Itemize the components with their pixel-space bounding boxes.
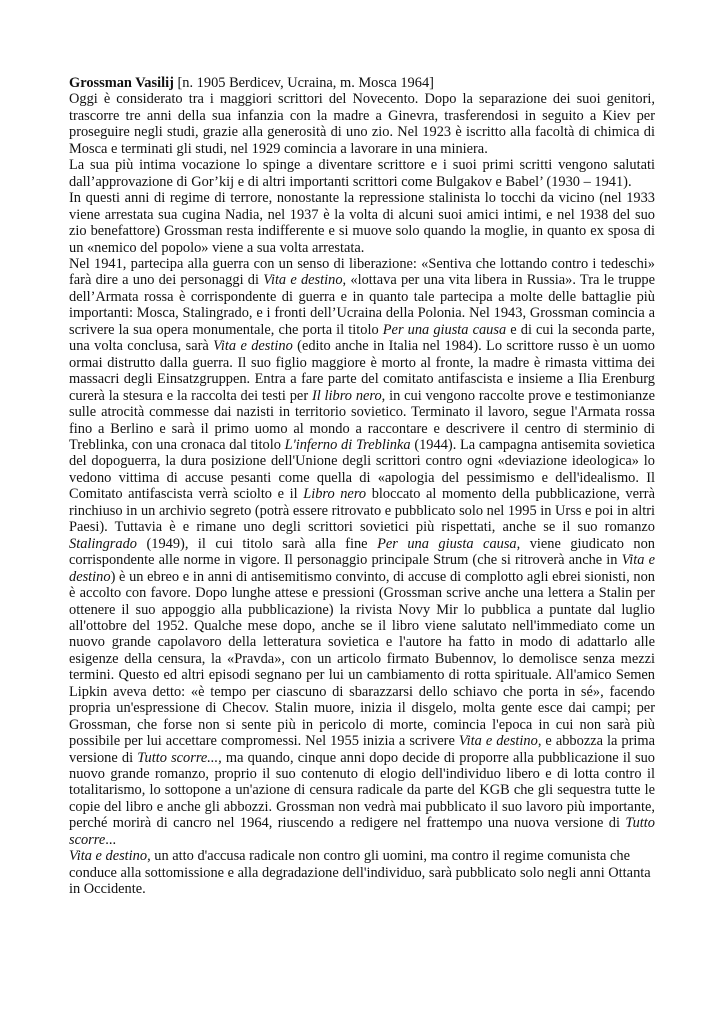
book-title: Tutto scorre..., bbox=[137, 749, 222, 766]
book-title: Il libro nero bbox=[311, 387, 382, 404]
text-segment: bloccato al momento della pubblicazione, verrà rinchiuso in un archivio segreto (potrà essere ritrovato e pubblicato solo nel 1995 in Urss e poi in altri Paesi). Tuttavia è e rimane uno degli scrittori sovietici più rispettati, anche se il suo romanzo bbox=[69, 486, 655, 536]
text-segment: ma quando, cinque anni dopo decide di proporre alla pubblicazione il suo nuovo grande romanzo, proprio il suo contenuto di elogio dell'individuo libero e di lotta contro il totalitarismo, lo sottopone a un'azione di censura radicale da parte del KGB che gli sequestra tutte le copie del libro e anche gli abbozzi. Grossman non vedrà mai pubblicato il suo lavoro più importante, perché morirà di cancro nel 1964, riuscendo a redigere nel frattempo una nuova versione di bbox=[69, 749, 655, 832]
paragraph-terror: In questi anni di regime di terrore, nonostante la repressione stalinista lo tocchi da vicino (nel 1933 viene arrestata sua cugina Nadia, nel 1937 è la volta di alcuni suoi amici intimi, e nel 1938 del suo zio benefattore) Grossman resta indifferente e si muove solo quando la moglie, in quanto ex sposa di un «nemico del popolo» viene a sua volta arrestata. bbox=[69, 190, 655, 256]
book-title: Vita e destino bbox=[69, 552, 655, 585]
text-segment: , un atto d'accusa radicale non contro gli uomini, ma contro il regime comunista che conduce alla sottomissione e alla degradazione dell'individuo, sarà pubblicato solo negli anni Ottanta in Occidente. bbox=[69, 848, 651, 898]
book-title: Vita e destino bbox=[69, 848, 148, 865]
book-title: Per una giusta causa bbox=[377, 535, 517, 552]
book-title: Tutto scorre bbox=[69, 815, 655, 848]
text-segment: ) è un ebreo e in anni di antisemitismo convinto, di accuse di complotto agli ebrei sionisti, non è accolto con favore. Dopo lunghe attese e pressioni (Grossman scrive anche una lettera a Stalin per ottenere il suo appoggio alla pubblicazione) la rivista Novy Mir lo pubblica a puntate dal luglio all'ottobre del 1952. Qualche mese dopo, anche se il libro viene salutato nell'immediato come un nuovo grande capolavoro della letteratura sovietica e l'autore ha fatto in modo di adattarlo alle esigenze della censura, la «Pravda», con un articolo firmato Bubennov, lo demolisce senza mezzi termini. Questo ed altri episodi segnano per lui un cambiamento di rotta spirituale. All'amico Semen Lipkin aveva detto: «è tempo per ciascuno di sbarazzarsi dello schiavo che porta in sé», facendo propria un'espressione di Checov. Stalin muore, inizia il disgelo, molta gente esce dai campi; per Grossman, che forse non si sente più in pericolo di morte, comincia l'epoca in cui non sarà più possibile per lui accettare compromessi. Nel 1955 inizia a scrivere bbox=[69, 568, 655, 750]
text-segment: (1944). La campagna antisemita sovietica del dopoguerra, la dura posizione dell'Unione degli scrittori contro ogni «deviazione ideologica» lo vedono vittima di accuse pesanti come quella di «apologia del pessimismo e dell'idealismo. Il Comitato antifascista verrà sciolto e il bbox=[69, 436, 655, 503]
book-title: Libro nero bbox=[303, 486, 367, 503]
text-segment: , e abbozza la prima versione di bbox=[69, 733, 655, 766]
book-title: Per una giusta causa bbox=[382, 321, 507, 338]
author-dates: [n. 1905 Berdicev, Ucraina, m. Mosca 1964] bbox=[173, 75, 434, 91]
book-title: Vita e destino bbox=[213, 338, 293, 355]
paragraph-vocation: La sua più intima vocazione lo spinge a diventare scrittore e i suoi primi scritti vengono salutati dall’approvazione di Gor’kij e di altri importanti scrittori come Bulgakov e Babel’ (1930 – 1941). bbox=[69, 157, 655, 190]
text-segment: e di cui la seconda parte, una volta conclusa, sarà bbox=[69, 321, 655, 355]
text-segment: (edito anche in Italia nel 1984). Lo scrittore russo è un uomo ormai distrutto dalla guerra. Il suo figlio maggiore è morto al fronte, la madre è rimasta vittima dei massacri degli Einsatzgruppen. Entra a fare parte del comitato antifascista e insieme a Ilia Erenburg curerà la stesura e la raccolta dei testi per bbox=[69, 338, 655, 404]
text-segment: ... bbox=[105, 831, 117, 848]
paragraph-war-and-works bbox=[69, 256, 655, 848]
paragraph-early-life: Oggi è considerato tra i maggiori scrittori del Novecento. Dopo la separazione dei suoi genitori, trascorre tre anni della sua infanzia con la madre a Ginevra, trasferendosi in seguito a Kiev per proseguire negli studi, grazie alla generosità di uno zio. Nel 1923 è iscritto alla facoltà di chimica di Mosca e terminati gli studi, nel 1929 comincia a lavorare in una miniera. bbox=[69, 91, 655, 157]
text-segment: , viene giudicato non corrispondente alle norme in vigore. Il personaggio principale Strum (che si ritroverà anche in bbox=[69, 535, 655, 569]
paragraph-conclusion bbox=[69, 848, 655, 897]
author-name: Grossman Vasilij bbox=[69, 75, 174, 91]
text-segment: , «lottava per una vita libera in Russia». Tra le truppe dell’Armata rossa è corrispondente di guerra e in quanto tale partecipa a molte delle battaglie più importanti: Mosca, Stalingrado, e i fronti dell’Ucraina della Polonia. Nel 1943, Grossman comincia a scrivere la sua opera monumentale, che porta il titolo bbox=[69, 272, 655, 338]
document-page bbox=[69, 75, 655, 898]
book-title: Vita e destino bbox=[458, 733, 538, 750]
book-title: Stalingrado bbox=[69, 535, 137, 552]
text-segment: , in cui vengono raccolte prove e testimonianze sulle atrocità commesse dai nazisti in territorio sovietico. Terminato il lavoro, segue l'Armata rossa fino a Berlino e sarà il primo uomo al mondo a raccontare e descrivere il centro di sterminio di Treblinka, con una cronaca dal titolo bbox=[69, 387, 655, 453]
author-heading bbox=[69, 75, 655, 91]
book-title: L'inferno di Treblinka bbox=[284, 436, 411, 453]
book-title: Vita e destino bbox=[263, 272, 343, 289]
text-segment: Nel 1941, partecipa alla guerra con un senso di liberazione: «Sentiva che lottando contro i tedeschi» farà dire a uno dei personaggi di bbox=[69, 255, 655, 289]
text-segment: (1949), il cui titolo sarà alla fine bbox=[136, 535, 378, 552]
